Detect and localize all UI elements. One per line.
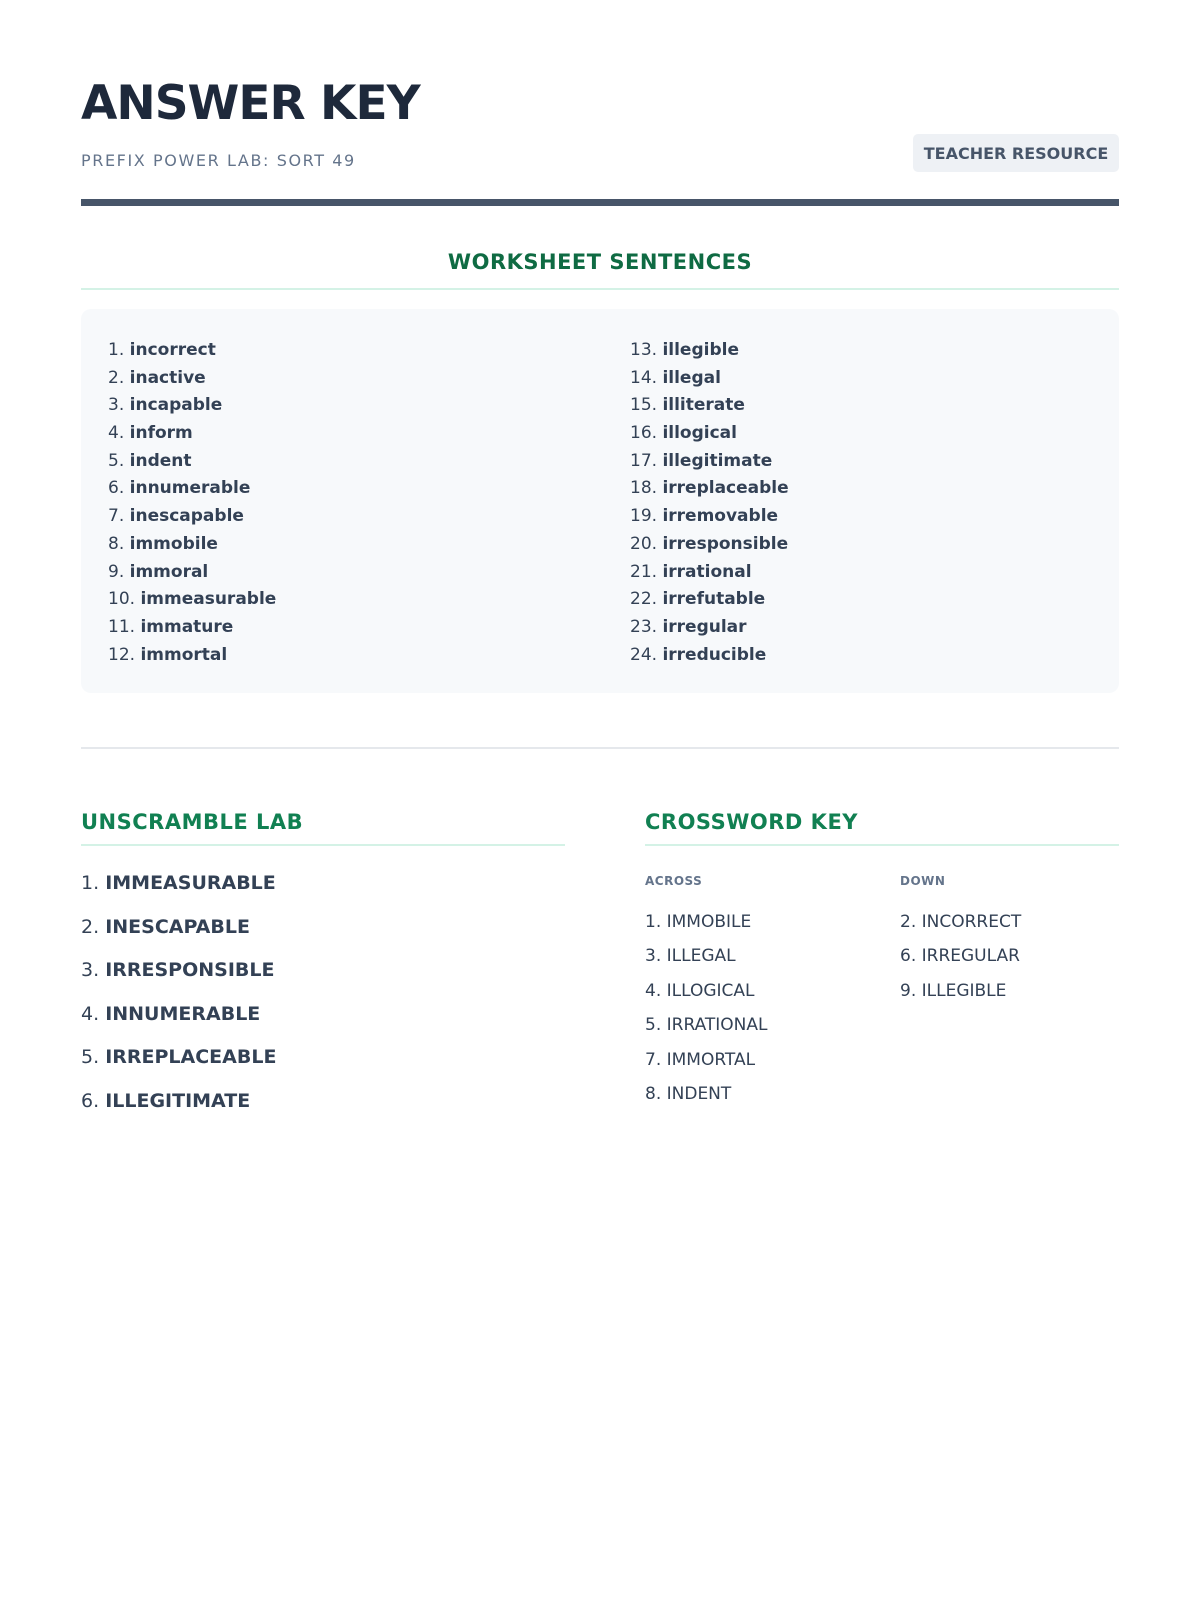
across-item: 4. ILLOGICAL [645,980,755,1001]
across-item: 7. IMMORTAL [645,1049,756,1070]
answer-row: 14. illegal [630,367,721,388]
across-item: 5. IRRATIONAL [645,1015,768,1036]
answer-row: 4. inform [108,423,193,444]
answers-column-left [108,337,276,669]
worksheet-title-rule [81,288,1119,290]
answer-row: 23. irregular [630,616,747,637]
answer-row: 1. incorrect [108,340,216,360]
crossword-title-rule [645,844,1119,846]
answer-row: 2. inactive [108,367,206,388]
section-divider [81,747,1119,749]
across-item: 8. INDENT [645,1083,732,1104]
down-answers [900,905,1021,1008]
unscramble-item: 6. ILLEGITIMATE [81,1089,251,1112]
answer-row: 20. irresponsible [630,533,789,554]
answers-column-right [630,337,789,669]
crossword-key-title: CROSSWORD KEY [645,810,858,834]
answer-row: 16. illogical [630,423,737,444]
answer-row: 10. immeasurable [108,589,277,610]
page-title: ANSWER KEY [81,76,420,131]
answer-row: 7. inescapable [108,506,244,527]
unscramble-item: 5. IRREPLACEABLE [81,1046,277,1069]
unscramble-item: 1. IMMEASURABLE [81,872,276,894]
unscramble-lab-title: UNSCRAMBLE LAB [81,810,304,834]
answer-row: 9. immoral [108,561,209,582]
answer-row: 6. innumerable [108,478,251,499]
across-item: 3. ILLEGAL [645,946,736,967]
unscramble-title-rule [81,844,565,846]
answer-row: 5. indent [108,450,192,471]
down-item: 9. ILLEGIBLE [900,980,1007,1001]
down-heading: DOWN [900,874,946,888]
down-item: 6. IRREGULAR [900,946,1020,967]
down-item: 2. INCORRECT [900,912,1022,932]
unscramble-item: 2. INESCAPABLE [81,915,250,938]
unscramble-answers [81,862,276,1124]
answer-row: 17. illegitimate [630,450,773,471]
across-answers [645,905,767,1111]
answer-row: 24. irreducible [630,644,767,665]
answer-row: 15. illiterate [630,395,745,416]
header-divider [81,199,1119,206]
unscramble-item: 3. IRRESPONSIBLE [81,959,275,982]
across-heading: ACROSS [645,874,703,888]
answer-row: 21. irrational [630,561,752,582]
answer-row: 13. illegible [630,340,739,360]
page-subtitle: PREFIX POWER LAB: SORT 49 [81,151,356,170]
unscramble-item: 4. INNUMERABLE [81,1002,261,1025]
answer-row: 3. incapable [108,395,223,416]
answer-row: 22. irrefutable [630,589,766,610]
page-header [81,0,1119,206]
answer-row: 11. immature [108,616,234,637]
worksheet-answers-panel [81,309,1119,693]
answer-row: 18. irreplaceable [630,478,789,499]
answer-row: 19. irremovable [630,506,779,527]
answer-row: 8. immobile [108,533,218,554]
answer-row: 12. immortal [108,644,228,665]
worksheet-sentences-title: WORKSHEET SENTENCES [447,250,753,274]
teacher-resource-badge: TEACHER RESOURCE [913,134,1119,172]
across-item: 1. IMMOBILE [645,912,752,932]
